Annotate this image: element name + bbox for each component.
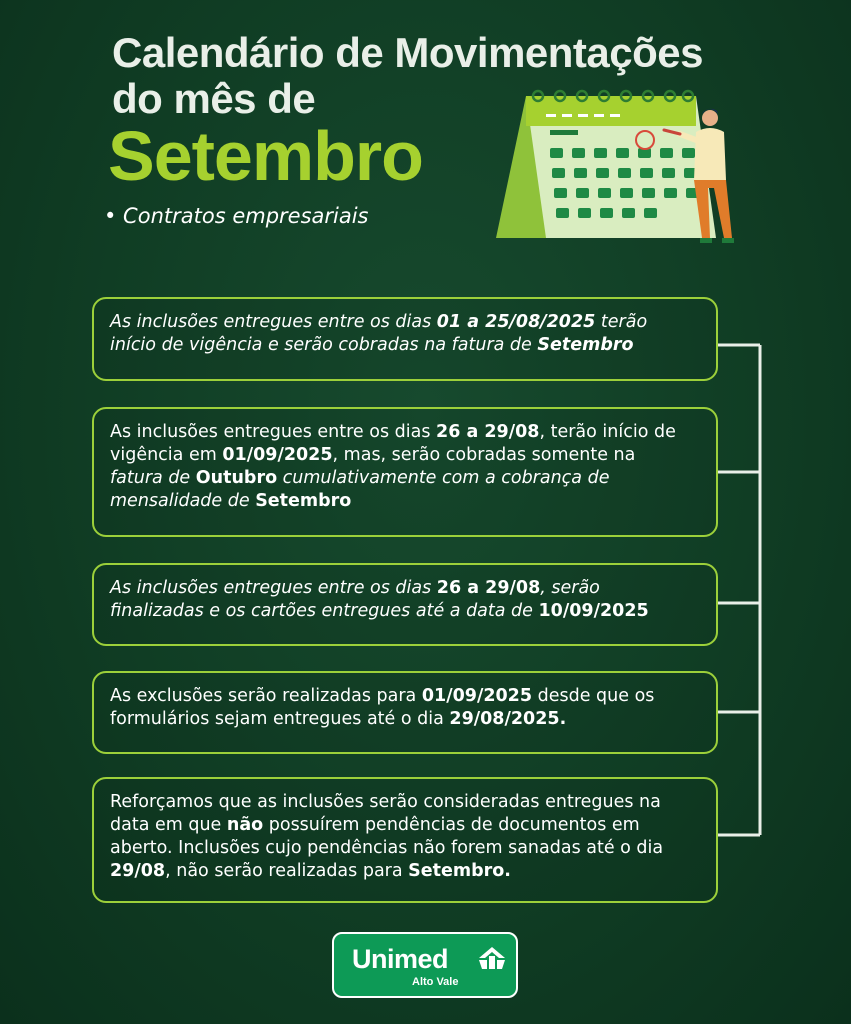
- info-box-2: [92, 407, 718, 537]
- title-line-2: do mês de: [112, 75, 316, 122]
- info-box-1: [92, 297, 718, 381]
- calendar-icon: [488, 88, 743, 248]
- info-line: início de vigência e serão cobradas na fatura de Setembro: [110, 335, 634, 355]
- info-line: As inclusões entregues entre os dias 26 a 29/08, terão início de: [110, 422, 676, 442]
- timeline-connector: [718, 330, 768, 850]
- info-line: mensalidade de Setembro: [110, 491, 352, 511]
- info-line: formulários sejam entregues até o dia 29/08/2025.: [110, 709, 567, 729]
- info-line: data em que não possuírem pendências de documentos em: [110, 815, 640, 835]
- month-heading: Setembro: [108, 117, 423, 195]
- info-line: aberto. Inclusões cujo pendências não forem sanadas até o dia: [110, 838, 664, 858]
- title-line-1: Calendário de Movimentações: [112, 29, 704, 76]
- info-box-3: [92, 563, 718, 646]
- subtitle: • Contratos empresariais: [104, 204, 369, 228]
- info-line: fatura de Outubro cumulativamente com a cobrança de: [110, 468, 610, 488]
- info-line: vigência em 01/09/2025, mas, serão cobradas somente na: [110, 445, 636, 465]
- info-box-5: [92, 777, 718, 903]
- info-box-4: [92, 671, 718, 754]
- info-line: 29/08, não serão realizadas para Setembro.: [110, 861, 511, 881]
- info-line: As inclusões entregues entre os dias 26 a 29/08, serão: [110, 578, 600, 598]
- info-line: As inclusões entregues entre os dias 01 a 25/08/2025 terão: [110, 312, 648, 332]
- logo-name: Unimed: [352, 944, 449, 974]
- info-line: As exclusões serão realizadas para 01/09/2025 desde que os: [110, 686, 655, 706]
- unimed-logo: [332, 932, 518, 998]
- info-line: finalizadas e os cartões entregues até a data de 10/09/2025: [110, 601, 649, 621]
- unimed-logo-mark: [478, 946, 506, 970]
- logo-sub: Alto Vale: [412, 976, 459, 988]
- info-line: Reforçamos que as inclusões serão consideradas entregues na: [110, 792, 661, 812]
